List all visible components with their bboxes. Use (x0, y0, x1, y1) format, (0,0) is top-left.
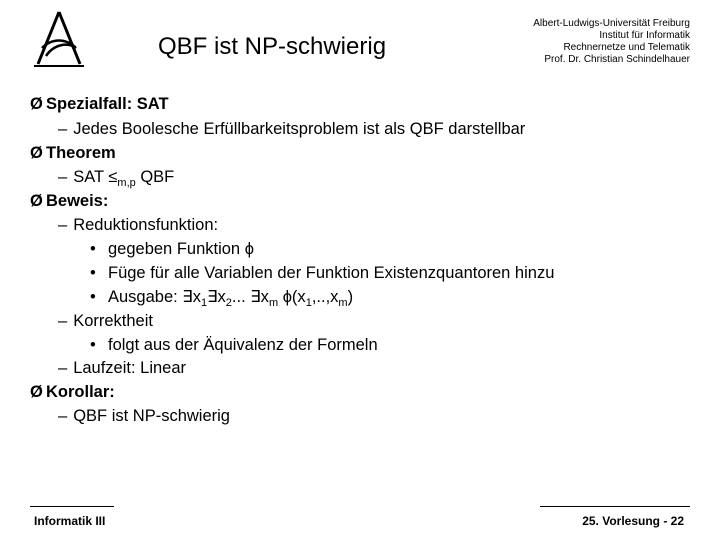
dash-icon: – (58, 120, 68, 138)
arrow-bullet-icon: Ø (30, 192, 43, 210)
dash-icon: – (58, 407, 68, 425)
list-item: • gegeben Funktion ϕ (90, 240, 254, 258)
institution-line: Albert-Ludwigs-Universität Freiburg (533, 18, 690, 29)
dot-bullet-icon: • (90, 240, 96, 258)
list-item: • Füge für alle Variablen der Funktion Existenzquantoren hinzu (90, 264, 555, 282)
sub-bullet: – Laufzeit: Linear (58, 359, 187, 377)
dash-icon: – (58, 168, 68, 186)
sub-bullet: – Korrektheit (58, 312, 153, 330)
institution-line: Rechnernetze und Telematik (563, 42, 690, 53)
arrow-bullet-icon: Ø (30, 383, 43, 401)
slide-title: QBF ist NP-schwierig (158, 33, 387, 60)
institution-block (470, 18, 690, 66)
bullet-theorem: Ø Theorem (30, 144, 116, 162)
dot-bullet-icon: • (90, 336, 96, 354)
bullet-beweis: Ø Beweis: (30, 192, 109, 210)
dot-bullet-icon: • (90, 264, 96, 282)
sub-bullet: – QBF ist NP-schwierig (58, 407, 230, 425)
dash-icon: – (58, 312, 68, 330)
dash-icon: – (58, 216, 68, 234)
university-logo (28, 8, 90, 70)
dot-bullet-icon: • (90, 288, 96, 306)
footer-divider-left (30, 506, 114, 507)
footer-page-number: 25. Vorlesung - 22 (582, 514, 684, 528)
list-item: • Ausgabe: $\exists x_1\exists x_2$... $\exists x_m$ $\phi(x_1,..,x_m)$ (90, 288, 354, 309)
institution-line: Institut für Informatik (599, 30, 690, 41)
institution-line: Prof. Dr. Christian Schindelhauer (544, 54, 690, 65)
sub-bullet: – Reduktionsfunktion: (58, 216, 219, 234)
bullet-spezialfall: Ø Spezialfall: SAT (30, 95, 169, 113)
sub-bullet: – SAT $\le_{m,p}$ QBF (58, 168, 175, 189)
footer-divider-right (540, 506, 690, 507)
bullet-korollar: Ø Korollar: (30, 383, 115, 401)
sub-bullet: – Jedes Boolesche Erfüllbarkeitsproblem ist als QBF darstellbar (58, 120, 526, 138)
dash-icon: – (58, 359, 68, 377)
list-item: • folgt aus der Äquivalenz der Formeln (90, 336, 378, 354)
footer-course: Informatik III (34, 514, 106, 528)
arrow-bullet-icon: Ø (30, 144, 43, 162)
arrow-bullet-icon: Ø (30, 95, 43, 113)
